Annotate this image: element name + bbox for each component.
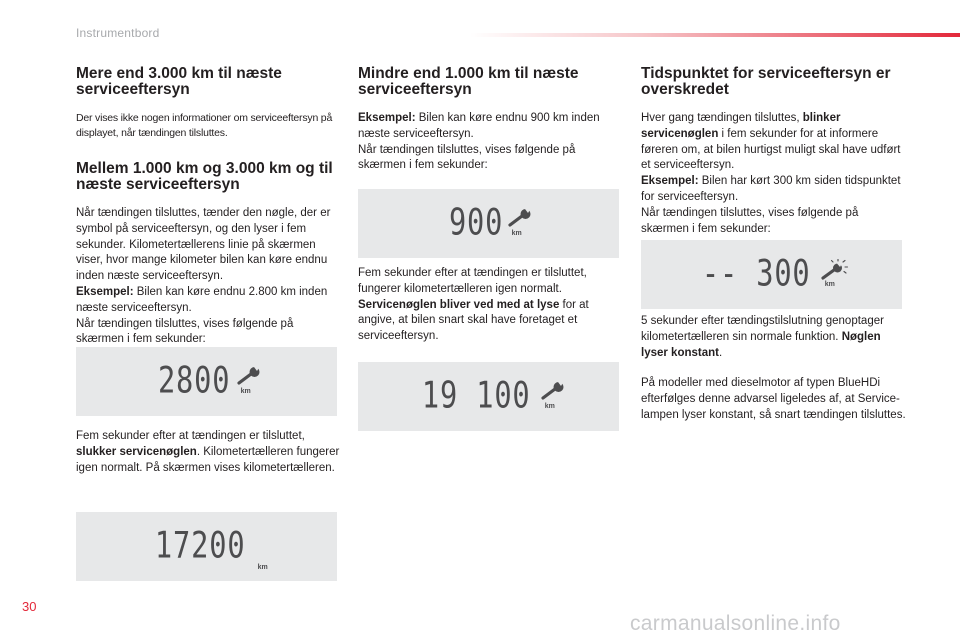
display-17200 <box>76 512 337 581</box>
service-wrench-icon <box>541 377 567 417</box>
km-unit: km <box>257 564 268 571</box>
service-wrench-icon <box>237 362 263 402</box>
odometer-digits: 900 <box>449 201 504 244</box>
column-3-after <box>641 314 906 424</box>
text-example-300: Bilen har kørt 300 km siden tidspunktet for serviceeftersyn. <box>641 175 901 203</box>
example-label: Eksempel: <box>641 175 699 188</box>
odometer-digits: 19 100 <box>422 374 531 417</box>
example-label: Eksempel: <box>358 112 416 124</box>
paragraph-less-than-1000 <box>358 111 623 174</box>
text-key-off-bold: slukker servicenøglen <box>76 445 197 458</box>
page-number: 30 <box>22 599 37 614</box>
text-after-five-seconds: Fem sekunder efter at tændingen er tilsluttet, <box>76 430 305 442</box>
text-inform-driver: i fem sekunder for at informere føreren om, at bilen hurtigst muligt skal have udført et serviceeftersyn. <box>641 127 901 172</box>
odometer-digits: 2800 <box>158 359 231 402</box>
column-1-after <box>76 429 341 476</box>
odometer-digits: -- 300 <box>702 252 811 295</box>
text-display-shows: Når tændingen tilsluttes, vises følgende på skærmen i fem sekunder: <box>358 143 576 172</box>
paragraph-key-constant <box>641 314 906 361</box>
km-unit: km <box>544 402 555 410</box>
paragraph-overdue <box>641 111 906 237</box>
km-unit: km <box>511 229 522 237</box>
service-wrench-flashing-icon <box>821 255 853 295</box>
paragraph-key-stays-lit <box>358 266 623 345</box>
text-key-symbol: Når tændingen tilsluttes, tænder den nøgle, der er symbol på serviceeftersyn, og den lyser i fem sekunder. Kilometertællerens linie på skærmen viser, hvor mange kilometer bilen kan køre endnu inden næste serviceeftersyn. <box>76 207 331 283</box>
text-example-2800: Bilen kan køre endnu 2.800 km inden næste serviceeftersyn. <box>76 285 328 314</box>
text-service-soon: for at angive, at bilen snart skal have foretaget et serviceeftersyn. <box>358 298 589 343</box>
heading-overdue: Tidspunktet for serviceeftersyn er overskredet <box>641 65 891 98</box>
text-after-five-seconds: Fem sekunder efter at tændingen er tilsluttet, fungerer kilometertælleren igen normalt. <box>358 267 587 295</box>
text-after-five-seconds: 5 sekunder efter tændingstilslutning genoptager kilometertælleren sin normale funktion. <box>641 315 884 343</box>
text-each-ignition: Hver gang tændingen tilsluttes, <box>641 112 803 124</box>
text-key-constant-bold: Nøglen lyser konstant <box>641 330 881 359</box>
heading-less-than-1000: Mindre end 1.000 km til næste serviceeftersyn <box>358 65 579 98</box>
paragraph-between-1000-3000 <box>76 206 341 348</box>
text-odometer-normal: . Kilometertælleren fungerer igen normalt. På skærmen vises kilometertælleren. <box>76 445 340 474</box>
column-more-than-3000 <box>76 66 341 348</box>
service-wrench-icon <box>508 204 534 244</box>
paragraph-no-info: Der vises ikke nogen informationer om serviceeftersyn på displayet, når tændingen tilsluttes. <box>76 112 333 139</box>
text-display-shows: Når tændingen tilsluttes, vises følgende på skærmen i fem sekunder: <box>641 206 859 235</box>
display-2800 <box>76 347 337 416</box>
heading-more-than-3000: Mere end 3.000 km til næste serviceeftersyn <box>76 65 282 98</box>
display-19100 <box>358 362 619 431</box>
display-overdue-300 <box>641 240 902 309</box>
odometer-digits: 17200 <box>155 524 246 567</box>
km-unit: km <box>240 387 251 395</box>
km-unit: km <box>824 280 835 288</box>
example-label: Eksempel: <box>76 285 134 298</box>
text-key-flashes-bold: blinker servicenøglen <box>641 112 841 140</box>
text-period: . <box>718 346 723 359</box>
paragraph-key-off <box>76 429 341 476</box>
column-less-than-1000 <box>358 66 623 174</box>
text-key-stays-lit-bold: Servicenøglen bliver ved med at lyse <box>358 298 560 311</box>
section-label: Instrumentbord <box>76 26 160 40</box>
header-accent-bar <box>470 33 960 37</box>
display-900 <box>358 189 619 258</box>
column-overdue <box>641 66 906 237</box>
watermark: carmanualsonline.info <box>630 612 841 635</box>
column-2-after <box>358 266 623 345</box>
paragraph-bluehdi: På modeller med dieselmotor af typen BlueHDi efterfølges denne advarsel ligeledes af, at Service-lampen lyser konstant, så snart tændingen tilsluttes. <box>641 377 906 421</box>
heading-between-1000-3000: Mellem 1.000 km og 3.000 km og til næste serviceeftersyn <box>76 160 333 193</box>
text-display-shows: Når tændingen tilsluttes, vises følgende på skærmen i fem sekunder: <box>76 317 294 346</box>
text-example-900: Bilen kan køre endnu 900 km inden næste serviceeftersyn. <box>358 112 600 140</box>
